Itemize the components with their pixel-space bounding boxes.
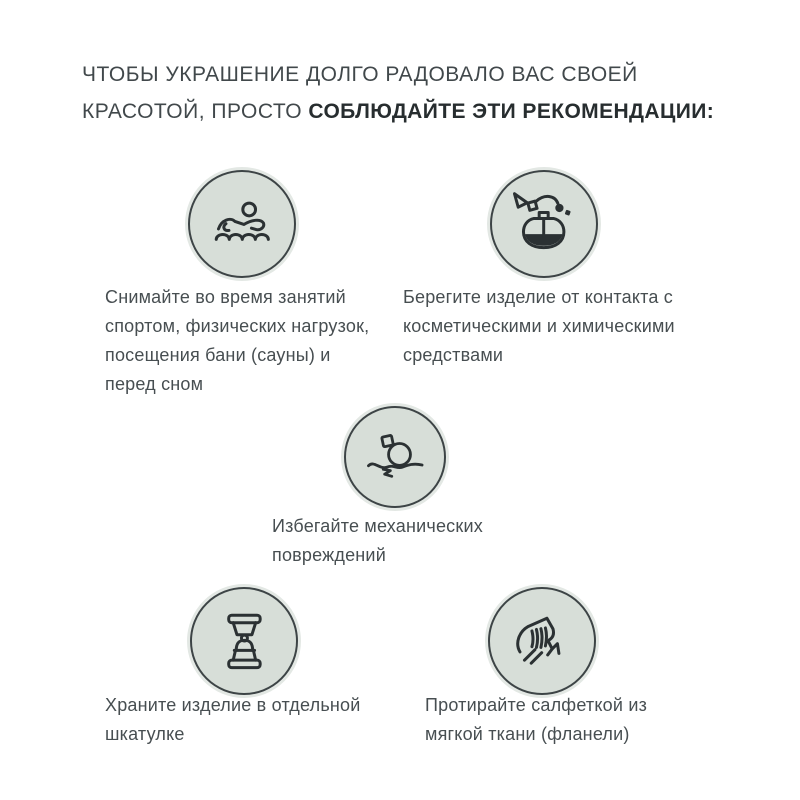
recommendation-avoid-damage: Избегайте механических повреждений [272,516,483,565]
recommendation-avoid-cosmetics: Берегите изделие от контакта с косметическими и химическими средствами [403,287,675,365]
recommendation-remove-during-activity: Снимайте во время занятий спортом, физических нагрузок, посещения бани (сауны) и перед сном [105,287,370,394]
recommendation-store-separately: Храните изделие в отдельной шкатулке [105,695,361,744]
page-title-regular: ЧТОБЫ УКРАШЕНИЕ ДОЛГО РАДОВАЛО ВАС СВОЕЙ КРАСОТОЙ, ПРОСТО [82,63,638,123]
jewelry-box-icon [190,587,298,695]
page-title-bold: СОБЛЮДАЙТЕ ЭТИ РЕКОМЕНДАЦИИ: [308,100,715,123]
perfume-atomizer-icon [490,170,598,278]
scratched-ring-icon [344,406,446,508]
page-title [82,56,737,130]
recommendation-wipe-with-cloth: Протирайте салфеткой из мягкой ткани (фланели) [425,695,648,744]
swimmer-icon [188,170,296,278]
polishing-cloth-icon [488,587,596,695]
